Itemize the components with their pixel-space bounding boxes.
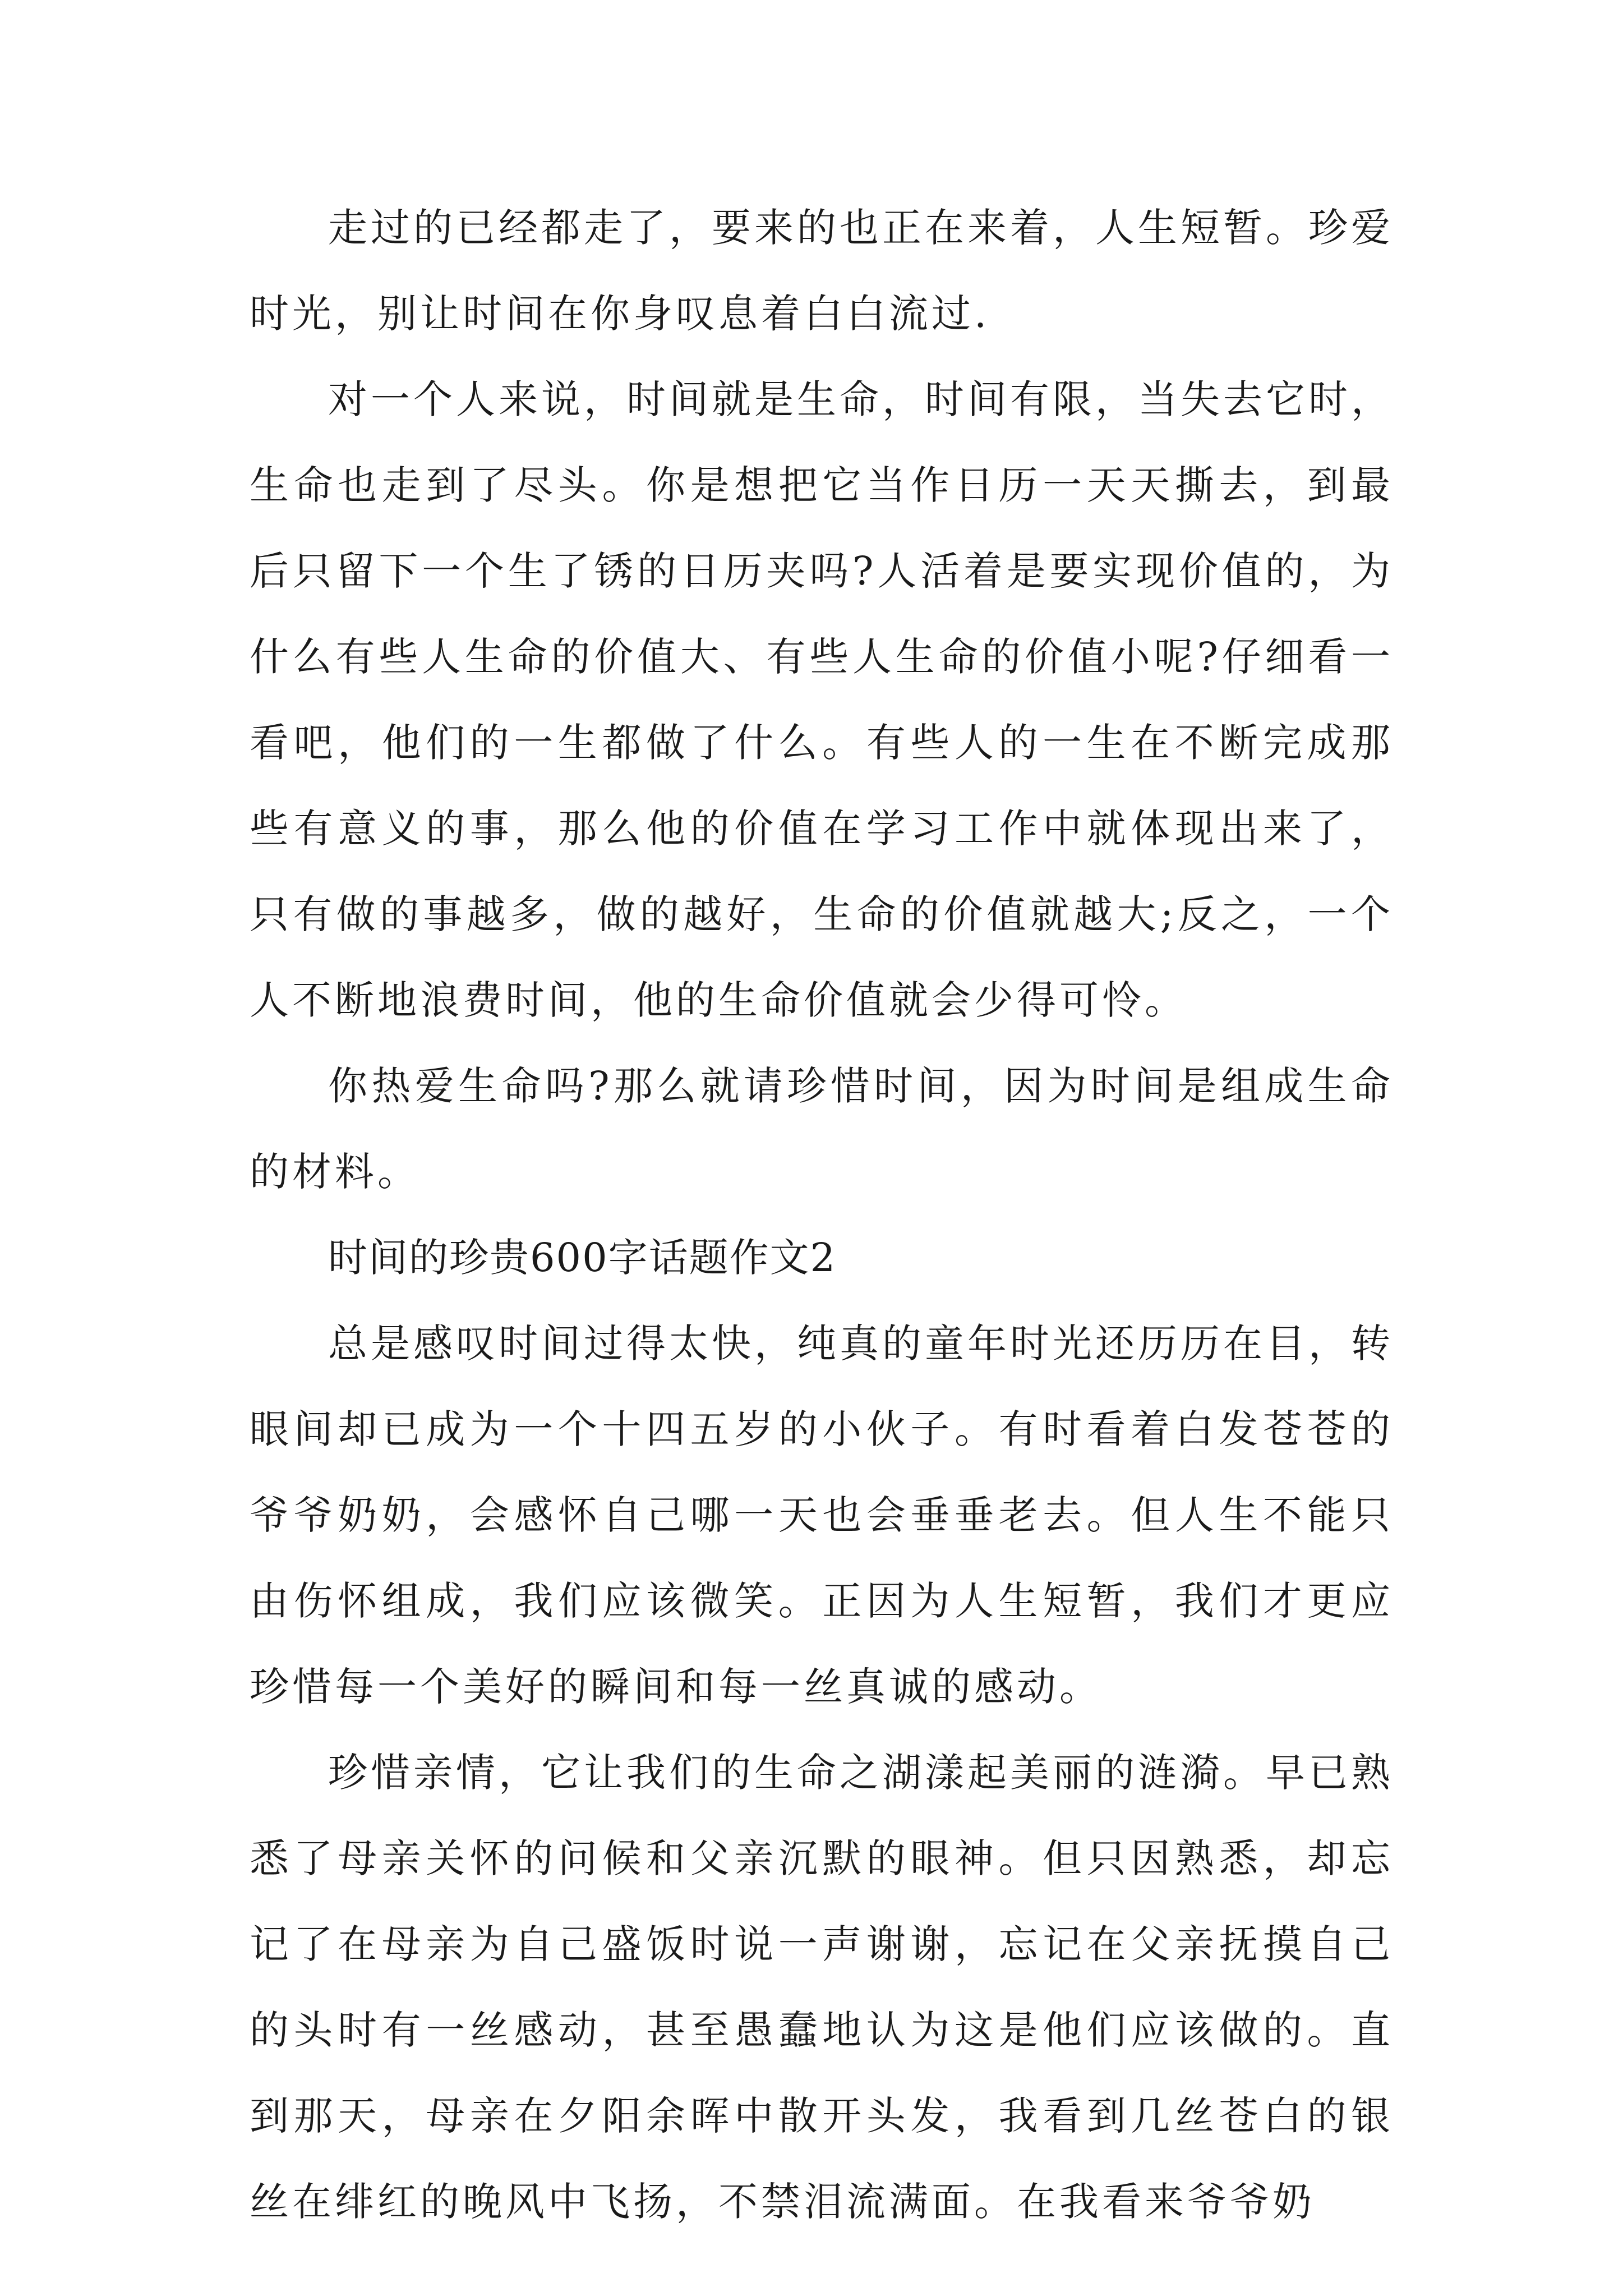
paragraph-5: 珍惜亲情，它让我们的生命之湖漾起美丽的涟漪。早已熟悉了母亲关怀的问候和父亲沉默的眼神。但只因熟悉，却忘记了在母亲为自己盛饭时说一声谢谢，忘记在父亲抚摸自己的头时有一丝感动，甚至愚蠢地认为这是他们应该做的。直到那天，母亲在夕阳余晖中散开头发，我看到几丝苍白的银丝在绯红的晚风中飞扬，不禁泪流满面。在我看来爷爷奶 — [250, 1750, 1394, 2225]
paragraph-2: 对一个人来说，时间就是生命，时间有限，当失去它时，生命也走到了尽头。你是想把它当作日历一天天撕去，到最后只留下一个生了锈的日历夹吗?人活着是要实现价值的，为什么有些人生命的价值大、有些人生命的价值小呢?仔细看一看吧，他们的一生都做了什么。有些人的一生在不断完成那些有意义的事，那么他的价值在学习工作中就体现出来了，只有做的事越多，做的越好，生命的价值就越大;反之，一个人不断地浪费时间，他的生命价值就会少得可怜。 — [250, 376, 1394, 1023]
section-heading: 时间的珍贵600字话题作文2 — [328, 1235, 837, 1281]
paragraph-3: 你热爱生命吗?那么就请珍惜时间，因为时间是组成生命的材料。 — [250, 1063, 1394, 1195]
document-body — [250, 185, 1394, 2245]
paragraph-4: 总是感叹时间过得太快，纯真的童年时光还历历在目，转眼间却已成为一个十四五岁的小伙子。有时看着白发苍苍的爷爷奶奶，会感怀自己哪一天也会垂垂老去。但人生不能只由伤怀组成，我们应该微笑。正因为人生短暂，我们才更应珍惜每一个美好的瞬间和每一丝真诚的感动。 — [250, 1320, 1394, 1710]
paragraph-1: 走过的已经都走了，要来的也正在来着，人生短暂。珍爱时光，别让时间在你身叹息着白白流过. — [250, 205, 1394, 337]
